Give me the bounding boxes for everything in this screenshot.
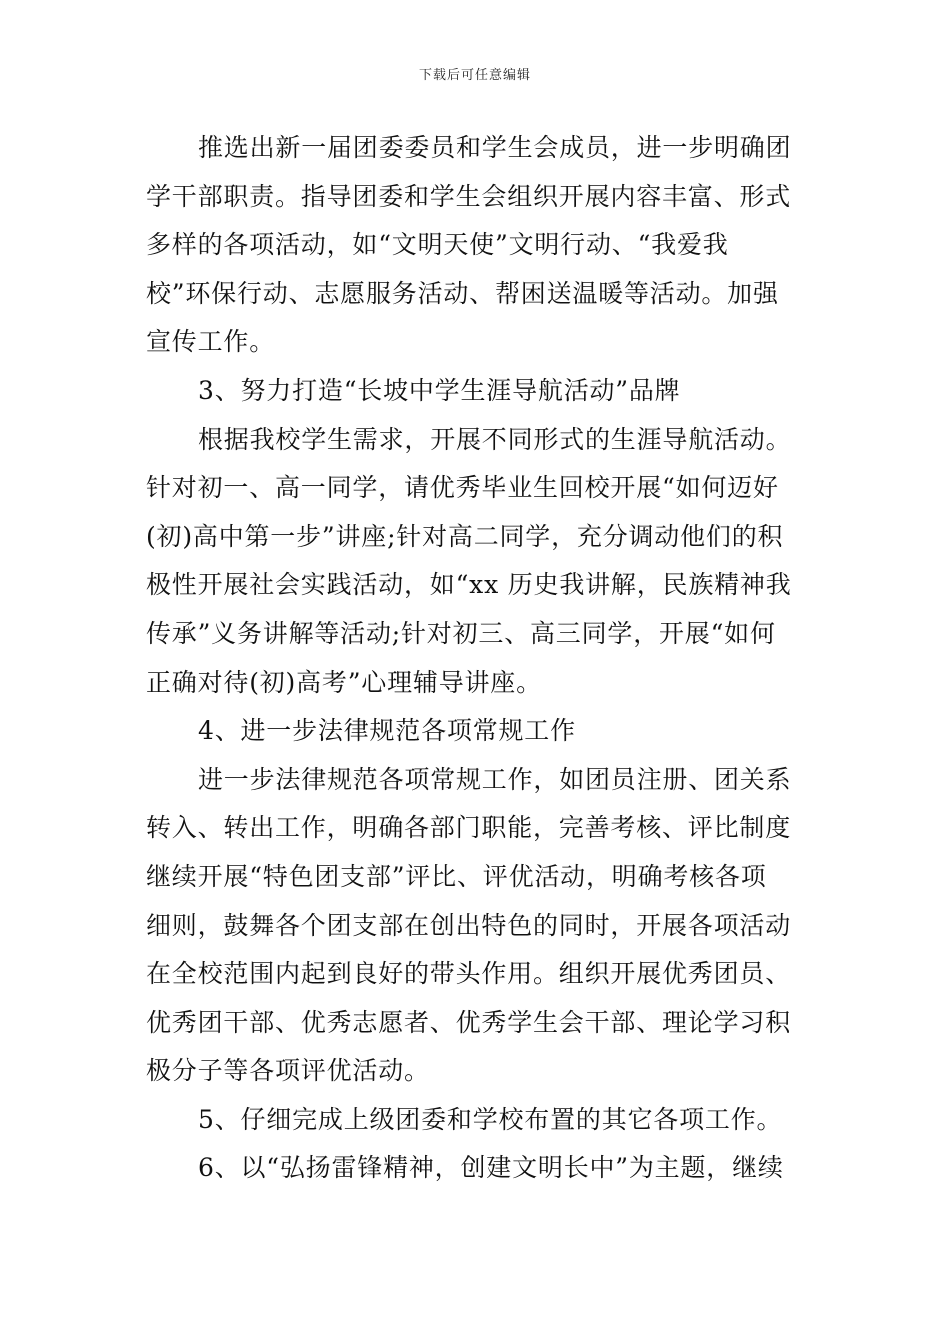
paragraph-line: 转入、转出工作，明确各部门职能，完善考核、评比制度 bbox=[146, 813, 792, 843]
paragraph-line: 在全校范围内起到良好的带头作用。组织开展优秀团员、 bbox=[146, 959, 792, 989]
section-heading: 6、以“弘扬雷锋精神，创建文明长中”为主题，继续 bbox=[198, 1153, 784, 1183]
paragraph-line: 推选出新一届团委委员和学生会成员，进一步明确团 bbox=[198, 133, 792, 162]
paragraph-line: 进一步法律规范各项常规工作，如团员注册、团关系 bbox=[198, 764, 792, 794]
paragraph-line: 根据我校学生需求，开展不同形式的生涯导航活动。 bbox=[198, 424, 792, 454]
page-header: 下载后可任意编辑 bbox=[418, 68, 531, 83]
paragraph-line: 极性开展社会实践活动，如“xx 历史我讲解，民族精神我 bbox=[146, 570, 792, 600]
paragraph-line: 优秀团干部、优秀志愿者、优秀学生会干部、理论学习积 bbox=[146, 1007, 792, 1037]
paragraph-line: 细则，鼓舞各个团支部在创出特色的同时，开展各项活动 bbox=[146, 910, 792, 940]
paragraph-line: 针对初一、高一同学，请优秀毕业生回校开展“如何迈好 bbox=[146, 473, 779, 503]
paragraph-line: 继续开展“特色团支部”评比、评优活动，明确考核各项 bbox=[146, 861, 767, 891]
section-heading: 4、进一步法律规范各项常规工作 bbox=[198, 716, 576, 746]
paragraph-line: (初)高中第一步”讲座;针对高二同学，充分调动他们的积 bbox=[146, 521, 784, 551]
paragraph-line: 极分子等各项评优活动。 bbox=[146, 1056, 430, 1086]
paragraph-line: 多样的各项活动，如“文明天使”文明行动、“我爱我 bbox=[146, 230, 729, 260]
document-body bbox=[146, 124, 810, 1193]
paragraph-line: 学干部职责。指导团委和学生会组织开展内容丰富、形式 bbox=[146, 181, 792, 211]
paragraph-line: 校”环保行动、志愿服务活动、帮困送温暖等活动。加强 bbox=[146, 278, 779, 308]
paragraph-line: 宣传工作。 bbox=[146, 327, 276, 357]
paragraph-line: 正确对待(初)高考”心理辅导讲座。 bbox=[146, 667, 542, 697]
paragraph-line: 传承”义务讲解等活动;针对初三、高三同学，开展“如何 bbox=[146, 618, 776, 648]
section-heading: 3、努力打造“长坡中学生涯导航活动”品牌 bbox=[198, 375, 681, 405]
section-heading: 5、仔细完成上级团委和学校布置的其它各项工作。 bbox=[198, 1104, 783, 1134]
